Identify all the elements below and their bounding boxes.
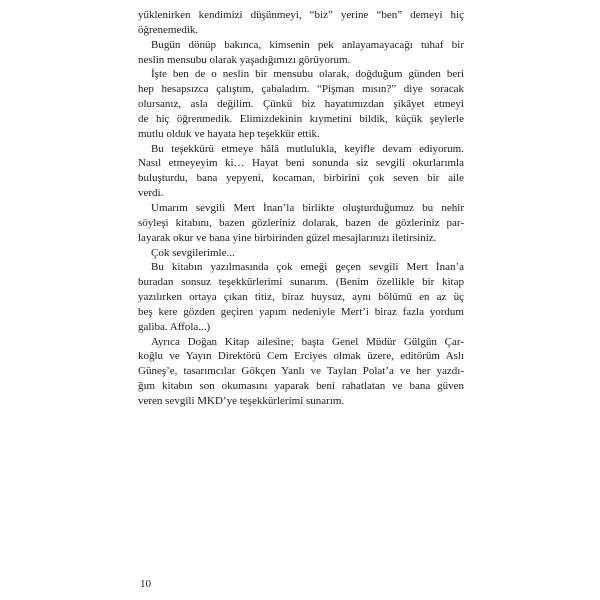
paragraph xyxy=(138,67,464,141)
text-line: veren sevgili MKD’ye teşekkürlerimi sunarım. xyxy=(138,394,345,407)
paragraph xyxy=(138,38,464,68)
text-line: Çok sevgilerimle... xyxy=(151,246,235,259)
text-line: Bu teşekkürü etmeye hâlâ mutlulukla, keyifle devam ediyorum. xyxy=(151,142,464,155)
text-line: öğrenemedik. xyxy=(138,23,199,36)
text-line: yüklenirken kendimizi düşünmeyi, “biz” yerine “ben” demeyi hiç xyxy=(138,9,464,21)
paragraph xyxy=(138,142,464,201)
paragraph xyxy=(138,201,464,246)
text-line: İşte ben de o neslin bir mensubu olarak, doğduğum günden beri xyxy=(151,68,464,81)
page-number: 10 xyxy=(140,578,151,590)
text-line: verdi. xyxy=(138,187,164,200)
paragraph xyxy=(138,246,464,261)
text-line: Bu kitabın yazılmasında çok emeği geçen sevgili Mert İnan’a xyxy=(151,261,464,274)
text-line: buradan sonsuz teşekkürlerimi sunarım. (Benim özellikle bir kitap xyxy=(138,276,464,289)
text-line: hep hesapsızca çalıştım, çabaladım. “Pişman mısın?” diye soracak xyxy=(138,83,464,96)
text-line: galiba. Affola...) xyxy=(138,320,211,333)
text-line: layarak okur ve bana yine birbirinden güzel mesajlarınızı iletirsiniz. xyxy=(138,231,437,244)
text-line: olursanız, asla değilim. Çünkü biz hayatımızdan şikâyet etmeyi xyxy=(138,98,464,111)
text-line: beş kere gözden geçiren yapım nedeniyle Mert’i biraz fazla yordum xyxy=(138,305,464,318)
text-line: neslin mensubu olarak yaşadığımızı görüyorum. xyxy=(138,53,351,66)
body-text xyxy=(138,8,464,409)
paragraph xyxy=(138,8,464,38)
text-line: koğlu ve Yayın Direktörü Cem Erciyes olmak üzere, editörüm Aslı xyxy=(138,350,464,363)
paragraph xyxy=(138,260,464,334)
text-line: Nasıl etmeyeyim ki… Hayat beni sonunda siz sevgili okurlarımla xyxy=(138,157,464,170)
text-line: mutlu olduk ve hayata hep teşekkür ettik. xyxy=(138,127,320,140)
text-line: Umarım sevgili Mert İnan’la birlikte oluşturduğumuz bu nehir xyxy=(151,201,464,214)
paragraph xyxy=(138,335,464,409)
text-line: Bugün dönüp bakınca, kimsenin pek anlayamayacağı tuhaf bir xyxy=(151,38,464,51)
text-line: ğım kitabın son okumasını yaparak beni rahatlatan ve bana güven xyxy=(138,380,464,393)
text-line: yazılırken ortaya çıkan titiz, biraz huysuz, aynı bölümü en az üç xyxy=(138,291,464,304)
text-line: söyleşi kitabını, bazen gözleriniz dolarak, bazen de gözleriniz par- xyxy=(138,216,464,229)
text-line: buluşturdu, bana yepyeni, kocaman, birbirini çok seven bir aile xyxy=(138,172,464,185)
text-line: Güneş’e, tasarımcılar Gökçen Yanlı ve Taylan Polat’a ve her yazdı- xyxy=(138,365,464,378)
text-line: de hiç öğrenmedik. Elimizdekinin kıymetini bildik, küçük şeylerle xyxy=(138,112,464,125)
text-line: Ayrıca Doğan Kitap ailesine; başta Genel Müdür Gülgün Çar- xyxy=(151,335,464,348)
